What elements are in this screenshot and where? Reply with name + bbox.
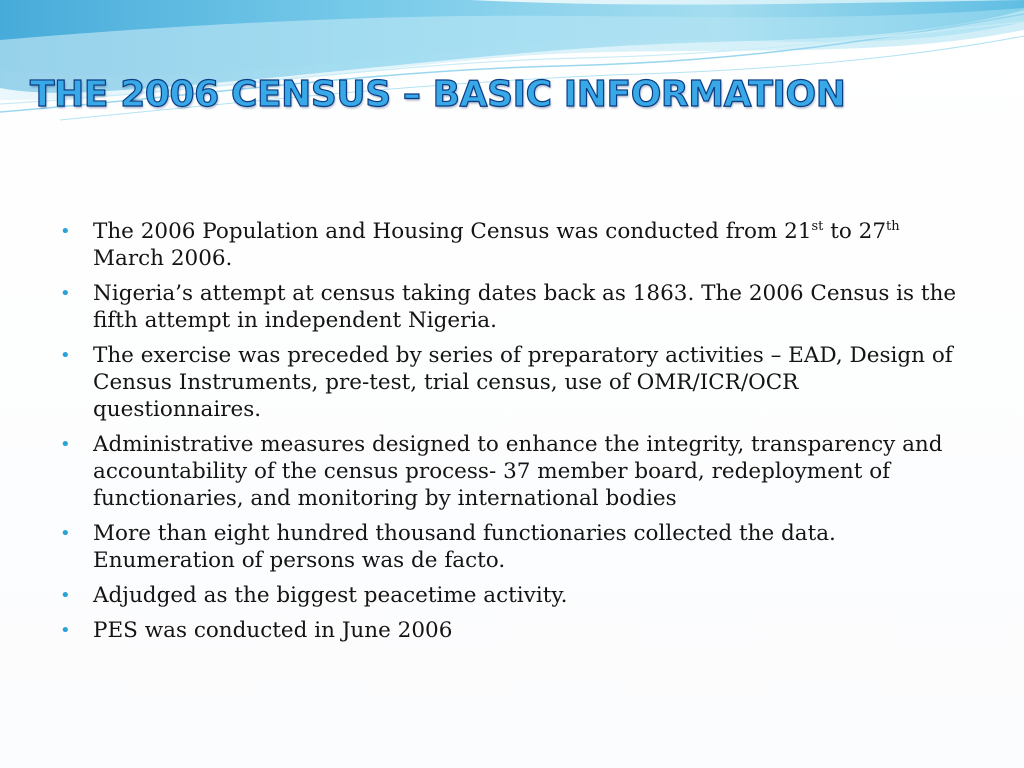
bullet-item: [60, 431, 965, 512]
ordinal-suffix: st: [811, 218, 824, 234]
bullet-item: [60, 280, 965, 334]
bullet-icon: •: [60, 221, 71, 242]
bullet-icon: •: [60, 585, 71, 606]
bullet-item: [60, 617, 965, 644]
slide-title: THE 2006 CENSUS – BASIC INFORMATION: [30, 74, 846, 115]
bullet-text: The exercise was preceded by series of preparatory activities – EAD, Design of Census Instruments, pre-test, trial census, use of OMR/ICR/OCR questionnaires.: [93, 343, 953, 422]
bullet-text: Adjudged as the biggest peacetime activity.: [93, 583, 568, 608]
bullet-list: [60, 218, 965, 652]
bullet-item: [60, 342, 965, 423]
bullet-text: The 2006 Population and Housing Census was conducted from 21: [93, 219, 812, 244]
bullet-item: [60, 520, 965, 574]
bullet-text: to 27: [823, 219, 887, 244]
bullet-text: March 2006.: [93, 246, 233, 271]
bullet-text: Administrative measures designed to enhance the integrity, transparency and accountability of the census process- 37 member board, redeployment of functionaries, and monitoring by international bodies: [93, 432, 943, 511]
bullet-item: [60, 582, 965, 609]
bullet-text: PES was conducted in June 2006: [93, 618, 453, 643]
bullet-icon: •: [60, 620, 71, 641]
bullet-item: [60, 218, 965, 272]
bullet-icon: •: [60, 283, 71, 304]
bullet-icon: •: [60, 523, 71, 544]
bullet-text: More than eight hundred thousand functionaries collected the data. Enumeration of persons was de facto.: [93, 521, 836, 573]
bullet-text: Nigeria’s attempt at census taking dates back as 1863. The 2006 Census is the fifth attempt in independent Nigeria.: [93, 281, 957, 333]
ordinal-suffix: th: [886, 218, 900, 234]
bullet-icon: •: [60, 434, 71, 455]
bullet-icon: •: [60, 345, 71, 366]
